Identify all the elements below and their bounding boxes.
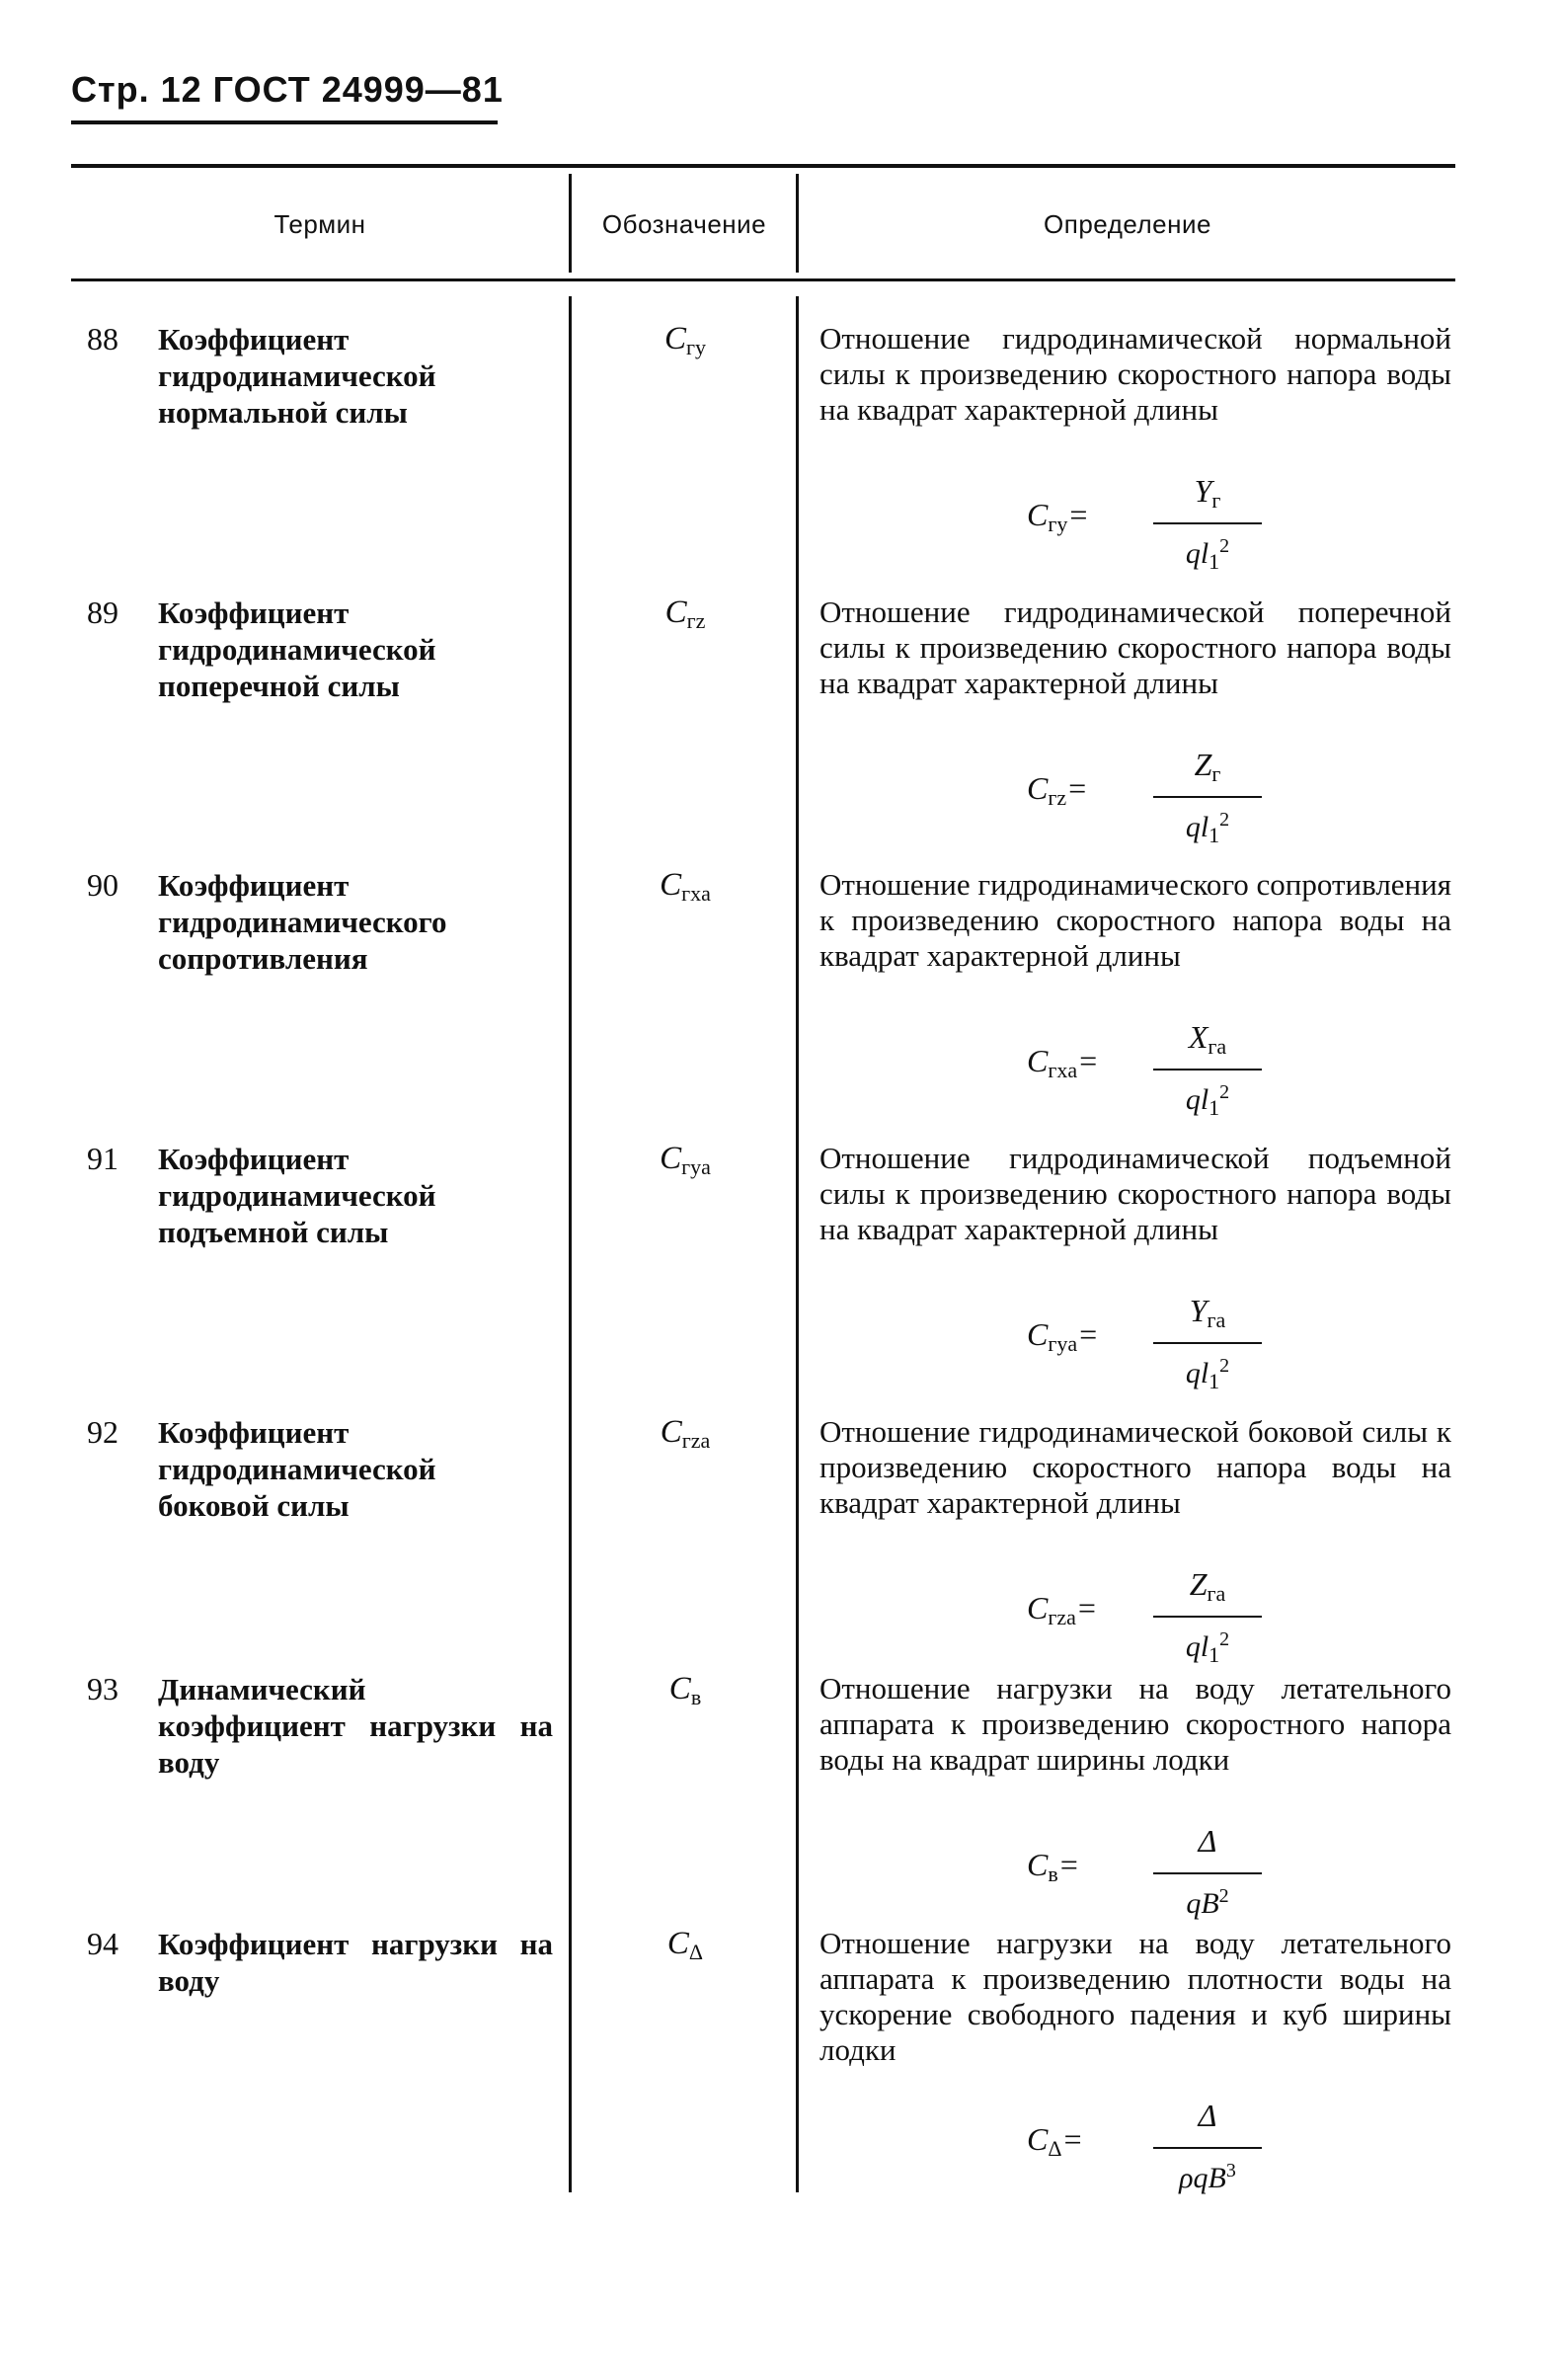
term-definition: Отношение нагрузки на воду летательного аппарата к произведению плотности воды на ускорение свободного падения и куб ширины лодки: [819, 1926, 1451, 2067]
header-underline: [71, 120, 498, 124]
term-name: Коэффициент гидродинамической подъемной силы: [158, 1142, 436, 1249]
term-symbol: $C_{гya}$: [660, 1141, 711, 1179]
table-top-rule: [71, 164, 1455, 168]
term-number: 88: [87, 321, 118, 357]
term-symbol: $C_в$: [668, 1671, 702, 1709]
term-name: Динамический коэффициент нагрузки на воду: [158, 1672, 553, 1780]
column-header-definition: Определение: [1044, 209, 1211, 239]
column-divider-1: [569, 296, 572, 2192]
definition-formula: $C_{гxa}=$ $X_{гa}$ $ql_1^2$: [1007, 1017, 1284, 1106]
definition-formula: $C_{гya}=$ $Y_{гa}$ $ql_1^2$: [1007, 1291, 1284, 1380]
term-name: Коэффициент гидродинамической поперечной силы: [158, 595, 436, 703]
header-divider-2: [796, 174, 799, 273]
term-symbol: $C_{гz}$: [664, 595, 706, 633]
term-name: Коэффициент гидродинамической боковой силы: [158, 1415, 436, 1523]
definition-formula: $C_{гz}=$ $Z_г$ $ql_1^2$: [1007, 745, 1284, 833]
term-number: 94: [87, 1926, 118, 1961]
term-number: 89: [87, 595, 118, 630]
term-name: Коэффициент нагрузки на воду: [158, 1927, 553, 1998]
term-name: Коэффициент гидродинамической нормальной силы: [158, 322, 436, 430]
term-definition: Отношение гидродинамического сопротивления к произведению скоростного напора воды на квадрат характерной длины: [819, 867, 1451, 973]
definition-formula: $C_{гza}=$ $Z_{гa}$ $ql_1^2$: [1007, 1564, 1284, 1653]
term-definition: Отношение гидродинамической поперечной силы к произведению скоростного напора воды на квадрат характерной длины: [819, 595, 1451, 700]
column-header-symbol: Обозначение: [601, 209, 767, 239]
header-divider-1: [569, 174, 572, 273]
term-name: Коэффициент гидродинамического сопротивления: [158, 868, 447, 976]
term-symbol: $C_{гy}$: [663, 321, 707, 359]
term-symbol: $C_{гza}$: [660, 1414, 711, 1453]
definition-formula: $C_\Delta=$ Δ ρqB$^3$: [1007, 2096, 1284, 2184]
term-symbol: $C_\Delta$: [666, 1926, 704, 1964]
definition-formula: $C_{гy}=$ $Y_г$ $ql_1^2$: [1007, 471, 1284, 560]
term-number: 90: [87, 867, 118, 903]
term-number: 93: [87, 1671, 118, 1706]
column-header-term: Термин: [273, 209, 366, 239]
term-definition: Отношение гидродинамической боковой силы к произведению скоростного напора воды на квадрат характерной длины: [819, 1414, 1451, 1520]
term-definition: Отношение гидродинамической подъемной силы к произведению скоростного напора воды на квадрат характерной длины: [819, 1141, 1451, 1246]
term-definition: Отношение гидродинамической нормальной силы к произведению скоростного напора воды на квадрат характерной длины: [819, 321, 1451, 427]
definition-formula: $C_в=$ Δ $qB^2$: [1007, 1821, 1284, 1910]
term-symbol: $C_{гxa}$: [660, 867, 711, 906]
term-definition: Отношение нагрузки на воду летательного аппарата к произведению скоростного напора воды на квадрат ширины лодки: [819, 1671, 1451, 1777]
term-number: 91: [87, 1141, 118, 1176]
table-header-rule: [71, 278, 1455, 281]
page-header: Стр. 12 ГОСТ 24999—81: [71, 69, 504, 110]
column-divider-2: [796, 296, 799, 2192]
term-number: 92: [87, 1414, 118, 1450]
